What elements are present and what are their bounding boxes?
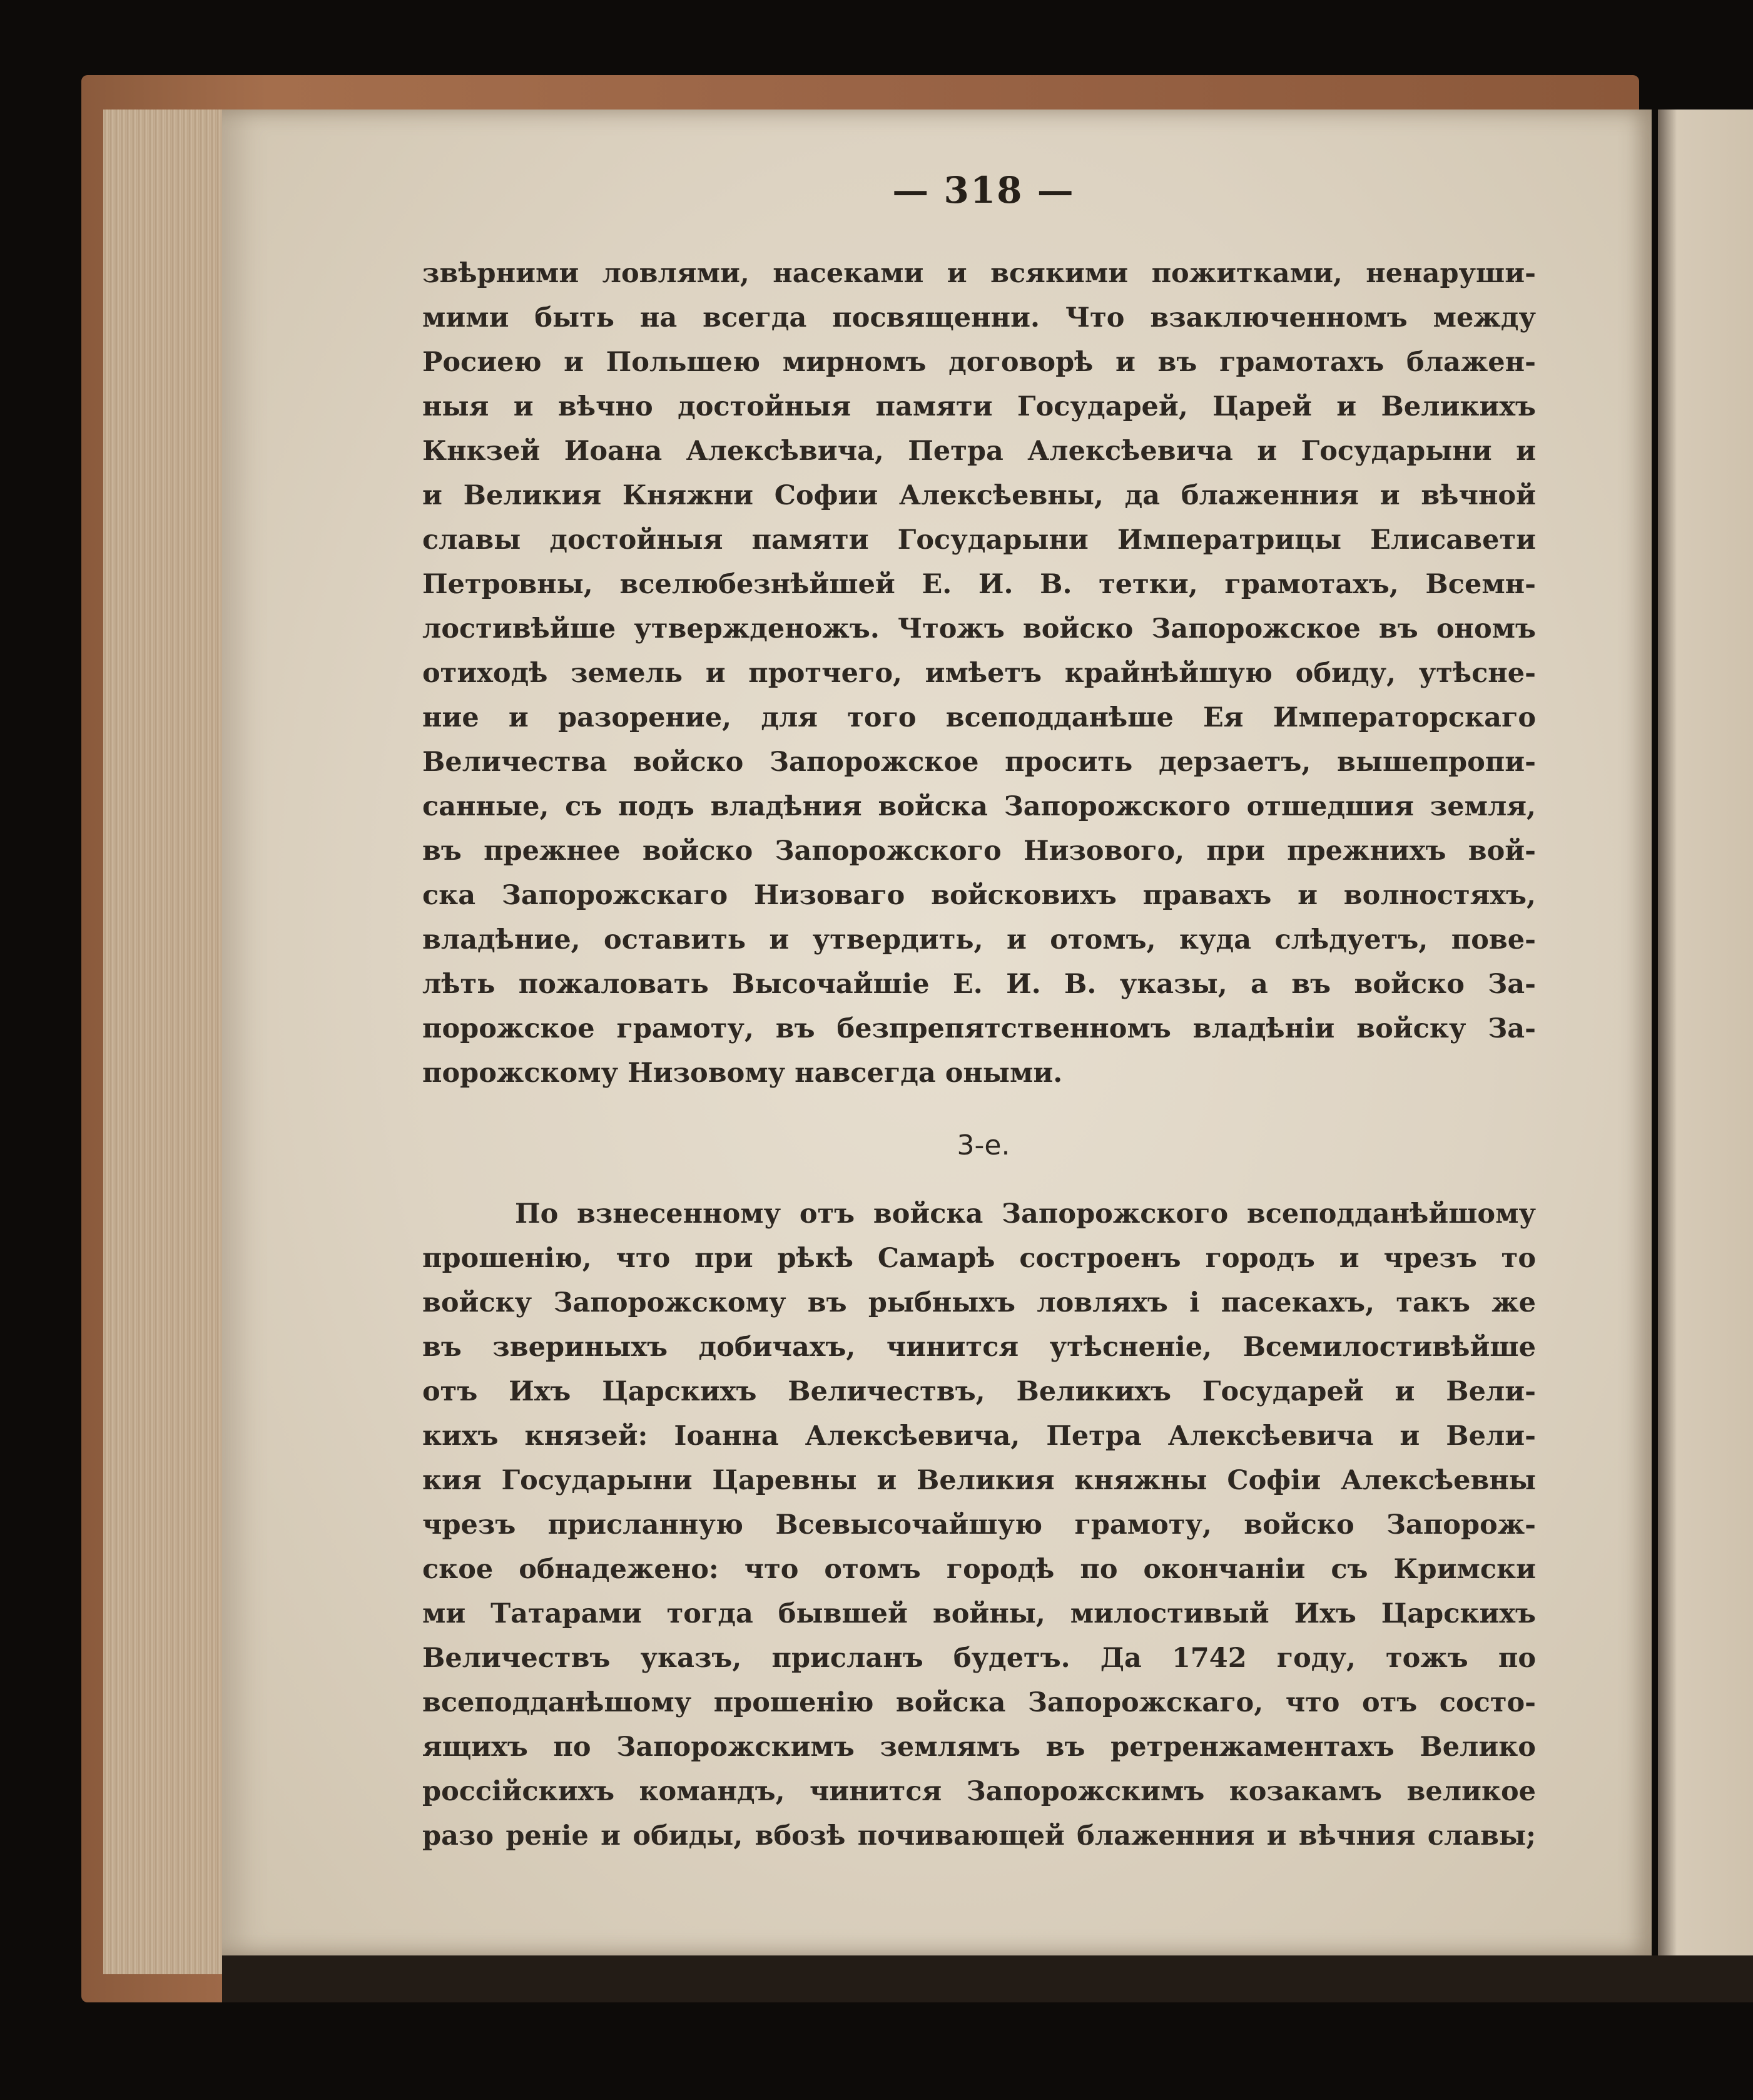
text-line: кия Государыни Царевны и Великия княжны Софіи Алексѣевны [422,1465,1536,1496]
text-line: кихъ князей: Іоанна Алексѣевича, Петра Алексѣевича и Вели- [422,1420,1536,1452]
text-line: и Великия Княжни Софии Алексѣевны, да блаженния и вѣчной [422,480,1536,511]
text-line: войску Запорожскому въ рыбныхъ ловляхъ і пасекахъ, такъ же [422,1287,1536,1318]
book-bottom-edge [222,1955,1753,2002]
text-line: Величествъ указъ, присланъ будетъ. Да 1742 году, тожъ по [422,1643,1536,1674]
text-line: лѣть пожаловать Высочайшіе Е. И. В. указы, а въ войско За- [422,969,1536,1000]
page-edges [103,110,230,1974]
text-line: прошенію, что при рѣкѣ Самарѣ состроенъ городъ и чрезъ то [422,1243,1536,1274]
text-line: разо реніе и обиды, вбозѣ почивающей блаженния и вѣчния славы; [422,1820,1536,1852]
text-line: ское обнадежено: что отомъ городѣ по окончаніи съ Кримски [422,1554,1536,1585]
text-line: Росиею и Польшею мирномъ договорѣ и въ грамотахъ блажен- [422,347,1536,378]
text-line: славы достойныя памяти Государыни Императрицы Елисавети [422,524,1536,556]
text-line: порожское грамоту, въ безпрепятственномъ владѣніи войску За- [422,1013,1536,1044]
text-line: Петровны, вселюбезнѣйшей Е. И. В. тетки, грамотахъ, Всемн- [422,569,1536,600]
text-line: россійскихъ командъ, чинится Запорожскимъ козакамъ великое [422,1776,1536,1807]
text-line: въ звериныхъ добичахъ, чинится утѣсненіе, Всемилостивѣйше [422,1332,1536,1363]
text-line: отиходѣ земель и протчего, имѣетъ крайнѣйшую обиду, утѣсне- [422,658,1536,689]
text-line: отъ Ихъ Царскихъ Величествъ, Великихъ Государей и Вели- [422,1376,1536,1407]
text-line: По взнесенному отъ войска Запорожского всеподданѣйшому [515,1198,1536,1230]
page-number: — 318 — [892,169,1075,212]
text-line: ныя и вѣчно достойныя памяти Государей, Царей и Великихъ [422,391,1536,422]
paragraph-1 [422,252,1536,1096]
text-line: ние и разорение, для того всеподданѣше Ея Императорскаго [422,702,1536,733]
text-line: санные, съ подъ владѣния войска Запорожского отшедшия земля, [422,791,1536,822]
text-line: всеподданѣшому прошенію войска Запорожскаго, что отъ состо- [422,1687,1536,1718]
text-line: мими быть на всегда посвященни. Что взаключенномъ между [422,302,1536,334]
text-line: Величества войско Запорожское просить дерзаетъ, вышепропи- [422,747,1536,778]
text-line: ска Запорожскаго Низоваго войсковихъ правахъ и волностяхъ, [422,880,1536,911]
text-line: чрезъ присланную Всевысочайшую грамоту, войско Запорож- [422,1509,1536,1541]
text-line: ми Татарами тогда бывшей войны, милостивый Ихъ Царскихъ [422,1598,1536,1629]
text-line: въ прежнее войско Запорожского Низового, при прежнихъ вой- [422,835,1536,867]
paragraph-2 [422,1192,1536,1858]
section-heading: 3-е. [957,1129,1010,1161]
text-line: порожскому Низовому навсегда оными. [422,1058,1063,1089]
text-line: звѣрними ловлями, насеками и всякими пожитками, ненаруши- [422,258,1536,289]
text-line: владѣние, оставить и утвердить, и отомъ, куда слѣдуетъ, пове- [422,924,1536,956]
facing-page [1658,110,1753,1955]
text-line: ящихъ по Запорожскимъ землямъ въ ретренжаментахъ Велико [422,1731,1536,1763]
text-line: лостивѣйше утвержденожъ. Чтожъ войско Запорожское въ ономъ [422,613,1536,645]
text-line: Кнкзей Иоана Алексѣвича, Петра Алексѣевича и Государыни и [422,436,1536,467]
